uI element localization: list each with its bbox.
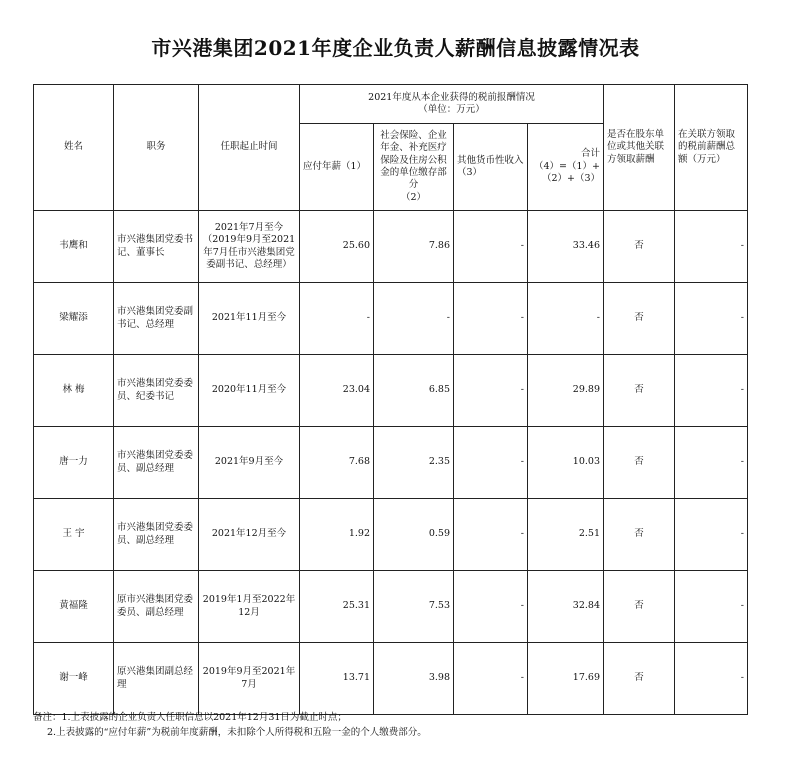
cell-other: - xyxy=(454,211,528,283)
cell-total: 33.46 xyxy=(528,211,604,283)
cell-shareholder: 否 xyxy=(604,643,675,715)
cell-total: 10.03 xyxy=(528,427,604,499)
cell-related: - xyxy=(675,211,748,283)
cell-total: 2.51 xyxy=(528,499,604,571)
cell-salary: 25.60 xyxy=(300,211,374,283)
cell-shareholder: 否 xyxy=(604,427,675,499)
cell-salary: 13.71 xyxy=(300,643,374,715)
table-row xyxy=(34,211,748,283)
cell-term: 2021年9月至今 xyxy=(199,427,300,499)
cell-related: - xyxy=(675,571,748,643)
cell-position: 市兴港集团党委委员、副总经理 xyxy=(114,499,199,571)
cell-salary: 7.68 xyxy=(300,427,374,499)
cell-related: - xyxy=(675,427,748,499)
cell-name: 梁耀添 xyxy=(34,283,114,355)
table-row xyxy=(34,499,748,571)
cell-other: - xyxy=(454,499,528,571)
cell-social: 7.86 xyxy=(374,211,454,283)
cell-total: 29.89 xyxy=(528,355,604,427)
cell-social: - xyxy=(374,283,454,355)
cell-salary: - xyxy=(300,283,374,355)
cell-social: 2.35 xyxy=(374,427,454,499)
cell-position: 市兴港集团党委委员、纪委书记 xyxy=(114,355,199,427)
header-shareholder: 是否在股东单位或其他关联方领取薪酬 xyxy=(604,85,675,211)
cell-term: 2021年12月至今 xyxy=(199,499,300,571)
cell-position: 市兴港集团党委委员、副总经理 xyxy=(114,427,199,499)
cell-salary: 23.04 xyxy=(300,355,374,427)
cell-salary: 1.92 xyxy=(300,499,374,571)
cell-shareholder: 否 xyxy=(604,355,675,427)
page-title: 市兴港集团2021年度企业负责人薪酬信息披露情况表 xyxy=(151,36,640,60)
cell-position: 市兴港集团党委书记、董事长 xyxy=(114,211,199,283)
cell-term: 2021年11月至今 xyxy=(199,283,300,355)
header-other: 其他货币性收入（3） xyxy=(454,124,528,211)
header-pay-group: 2021年度从本企业获得的税前报酬情况 （单位：万元） xyxy=(300,85,604,124)
cell-other: - xyxy=(454,355,528,427)
cell-name: 谢一峰 xyxy=(34,643,114,715)
cell-total: - xyxy=(528,283,604,355)
table-row xyxy=(34,355,748,427)
cell-social: 6.85 xyxy=(374,355,454,427)
header-name: 姓名 xyxy=(34,85,114,211)
notes xyxy=(33,710,773,740)
header-position: 职务 xyxy=(114,85,199,211)
cell-name: 唐一力 xyxy=(34,427,114,499)
cell-shareholder: 否 xyxy=(604,499,675,571)
header-related: 在关联方领取的税前薪酬总额（万元） xyxy=(675,85,748,211)
table-row xyxy=(34,427,748,499)
cell-name: 黄福隆 xyxy=(34,571,114,643)
salary-disclosure-table xyxy=(33,84,748,715)
cell-term: 2020年11月至今 xyxy=(199,355,300,427)
cell-related: - xyxy=(675,643,748,715)
cell-position: 原市兴港集团党委委员、副总经理 xyxy=(114,571,199,643)
cell-social: 7.53 xyxy=(374,571,454,643)
cell-total: 17.69 xyxy=(528,643,604,715)
cell-term: 2019年9月至2021年7月 xyxy=(199,643,300,715)
cell-shareholder: 否 xyxy=(604,283,675,355)
cell-shareholder: 否 xyxy=(604,211,675,283)
note-2: 2.上表披露的“应付年薪”为税前年度薪酬，未扣除个人所得税和五险一金的个人缴费部分。 xyxy=(47,727,427,738)
cell-position: 原兴港集团副总经理 xyxy=(114,643,199,715)
header-term: 任职起止时间 xyxy=(199,85,300,211)
cell-name: 林 梅 xyxy=(34,355,114,427)
cell-shareholder: 否 xyxy=(604,571,675,643)
table-row xyxy=(34,283,748,355)
cell-social: 3.98 xyxy=(374,643,454,715)
table-row xyxy=(34,643,748,715)
header-salary: 应付年薪（1） xyxy=(300,124,374,211)
cell-term: 2021年7月至今 （2019年9月至2021年7月任市兴港集团党委副书记、总经理） xyxy=(199,211,300,283)
table-row xyxy=(34,571,748,643)
note-1: 备注：1.上表披露的企业负责人任职信息以2021年12月31日为截止时点； xyxy=(33,712,347,723)
cell-position: 市兴港集团党委副书记、总经理 xyxy=(114,283,199,355)
cell-other: - xyxy=(454,283,528,355)
cell-other: - xyxy=(454,427,528,499)
cell-related: - xyxy=(675,283,748,355)
cell-total: 32.84 xyxy=(528,571,604,643)
cell-salary: 25.31 xyxy=(300,571,374,643)
cell-other: - xyxy=(454,571,528,643)
cell-related: - xyxy=(675,355,748,427)
header-total: 合计 （4）=（1）+（2）+（3） xyxy=(528,124,604,211)
header-social: 社会保险、企业年金、补充医疗保险及住房公积金的单位缴存部分 （2） xyxy=(374,124,454,211)
cell-social: 0.59 xyxy=(374,499,454,571)
cell-related: - xyxy=(675,499,748,571)
cell-other: - xyxy=(454,643,528,715)
cell-name: 韦鹰和 xyxy=(34,211,114,283)
cell-name: 王 宇 xyxy=(34,499,114,571)
cell-term: 2019年1月至2022年12月 xyxy=(199,571,300,643)
